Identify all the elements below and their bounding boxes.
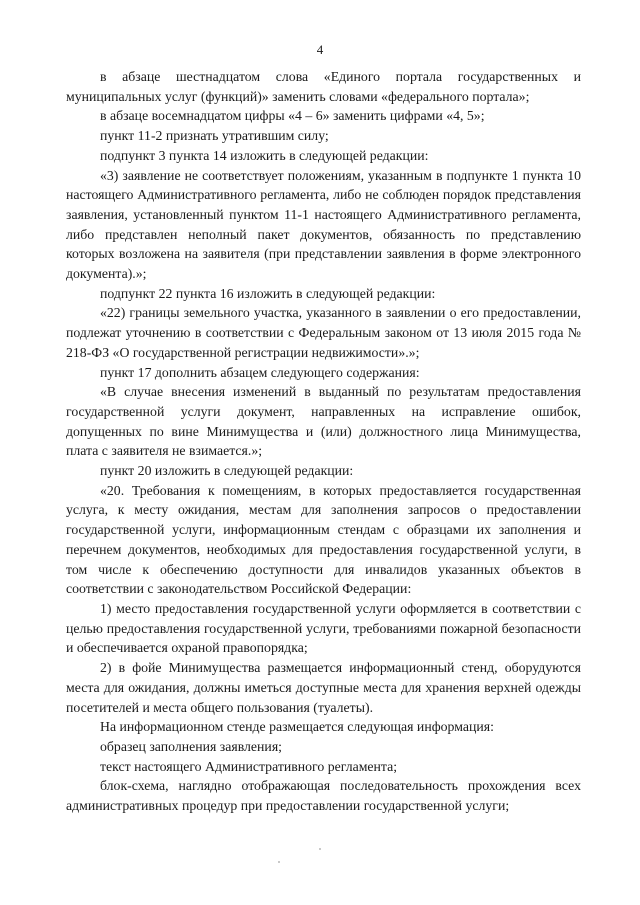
paragraph: образец заполнения заявления; — [100, 738, 283, 754]
paragraph: «22) границы земельного участка, указанного в заявлении о его предоставлении, подлежат уточнению в соответствии с Федеральным законом от 13 июля 2015 года № 218-ФЗ «О государственной регистрации недвижимости».»; — [66, 305, 581, 360]
document-body — [66, 67, 581, 816]
paragraph: 2) в фойе Минимущества размещается информационный стенд, оборудуются места для ожидания, должны иметься доступные места для хранения верхней одежды посетителей и места общего пользования (туалеты). — [66, 660, 581, 715]
paragraph: На информационном стенде размещается следующая информация: — [100, 719, 494, 735]
paragraph: подпункт 22 пункта 16 изложить в следующей редакции: — [100, 285, 436, 301]
paragraph: блок-схема, наглядно отображающая последовательность прохождения всех административных процедур при предоставлении государственной услуги; — [66, 778, 581, 814]
paragraph: «20. Требования к помещениям, в которых предоставляется государственная услуга, к месту ожидания, местам для заполнения запросов о предоставлении государственной услуги, информационным стендам с образцами их заполнения и перечнем документов, необходимых для предоставления государственной услуги, в том числе к обеспечению доступности для инвалидов указанных объектов в соответствии с законодательством Российской Федерации: — [66, 482, 581, 597]
paragraph: «3) заявление не соответствует положениям, указанным в подпункте 1 пункта 10 настоящего Административного регламента, либо не соблюден порядок представления заявления, установленный пунктом 11-1 настоящего Административного регламента, либо представлен неполный пакет документов, обязанность по представлению которых возложена на заявителя (при представлении заявления в форме электронного документа).»; — [66, 167, 581, 282]
paragraph: в абзаце шестнадцатом слова «Единого портала государственных и муниципальных услуг (функций)» заменить словами «федерального портала»; — [66, 69, 581, 104]
paragraph: пункт 11-2 признать утратившим силу; — [100, 128, 329, 144]
paragraph: пункт 20 изложить в следующей редакции: — [100, 463, 354, 479]
paragraph: подпункт 3 пункта 14 изложить в следующей редакции: — [100, 147, 429, 163]
page-number: 4 — [316, 42, 324, 57]
paragraph: 1) место предоставления государственной услуги оформляется в соответствии с целью предоставления государственной услуги, требованиями пожарной безопасности и обеспечивается охраной правопорядка; — [66, 600, 581, 656]
paragraph: в абзаце восемнадцатом цифры «4 – 6» заменить цифрами «4, 5»; — [100, 108, 485, 124]
scan-speck — [278, 861, 280, 863]
paragraph: пункт 17 дополнить абзацем следующего содержания: — [100, 364, 420, 380]
paragraph: «В случае внесения изменений в выданный по результатам предоставления государственной услуги документ, направленных на исправление ошибок, допущенных по вине Минимущества и (или) должностного лица Минимущества, плата с заявителя не взимается.»; — [66, 384, 581, 459]
paragraph: текст настоящего Административного регламента; — [100, 758, 398, 774]
scan-speck — [319, 848, 321, 850]
